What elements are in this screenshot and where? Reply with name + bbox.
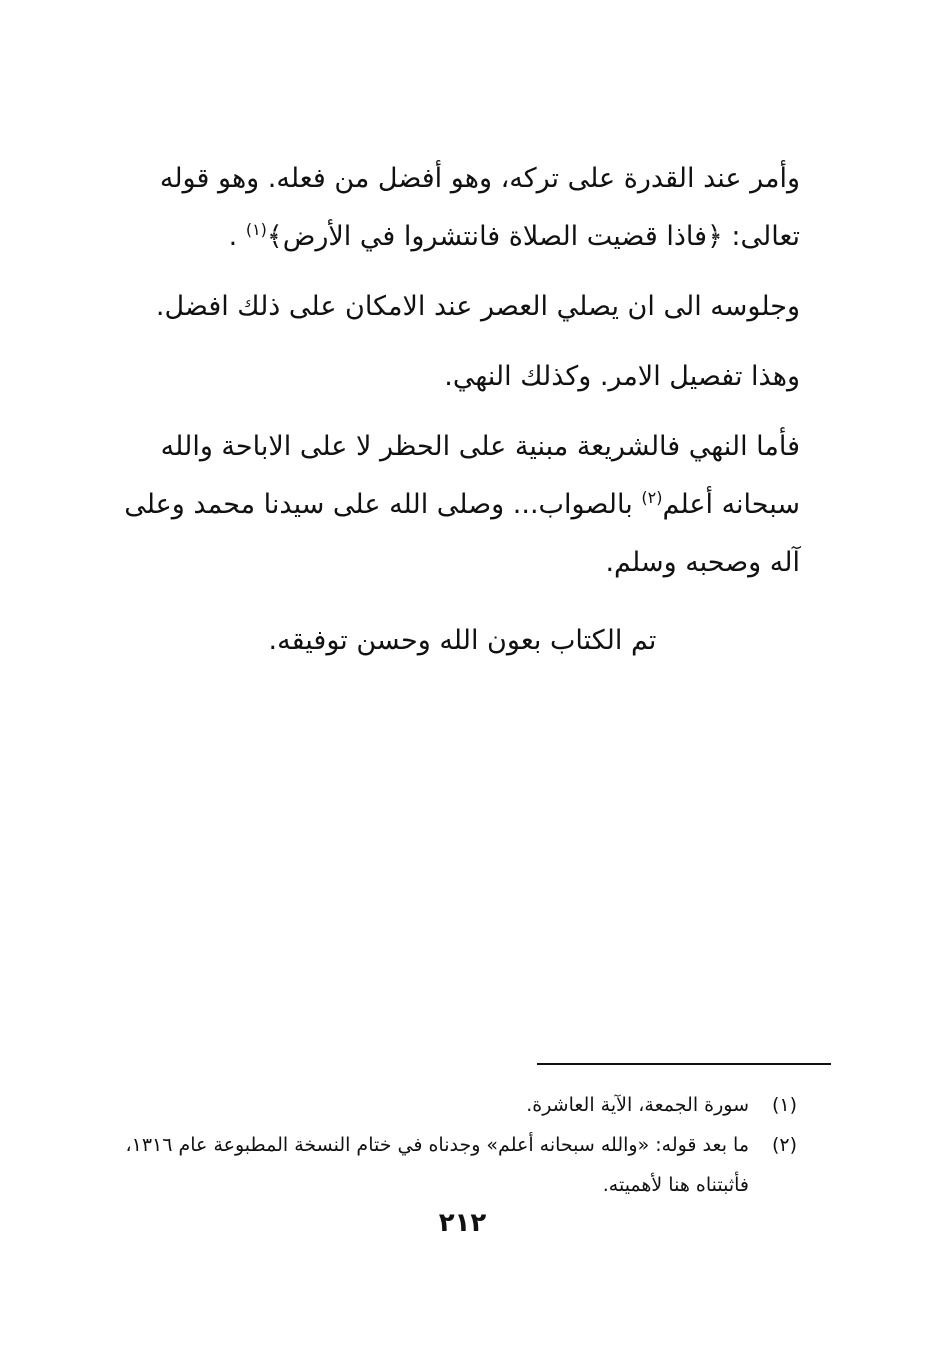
- paragraph-1-end: .: [228, 221, 238, 252]
- footnotes: [95, 1085, 797, 1205]
- footnote-1: [95, 1085, 797, 1125]
- paragraph-4-end: بالصواب... وصلى الله على سيدنا محمد وعلى آله وصحبه وسلم.: [124, 489, 800, 578]
- paragraph-1: [95, 150, 830, 266]
- paragraph-3: وهذا تفصيل الامر. وكذلك النهي.: [444, 361, 800, 392]
- footnote-ref-2: (٢): [641, 488, 663, 507]
- footnote-1-number: (١): [771, 1094, 797, 1116]
- paragraph-4: [95, 418, 830, 592]
- paragraph-4-text: فأما النهي فالشريعة مبنية على الحظر لا على الاباحة والله سبحانه أعلم: [160, 431, 800, 520]
- footnote-ref-1: (١): [245, 220, 267, 239]
- footnote-separator: [537, 1063, 831, 1065]
- footnote-1-text: سورة الجمعة، الآية العاشرة.: [526, 1094, 749, 1116]
- paragraph-1-text: وأمر عند القدرة على تركه، وهو أفضل من فعله. وهو قوله تعالى: ﴿فاذا قضيت الصلاة فانتشروا في الأرض﴾: [159, 163, 800, 252]
- closing-line: تم الكتاب بعون الله وحسن توفيقه.: [268, 625, 657, 656]
- footnote-2-number: (٢): [771, 1134, 797, 1156]
- footnote-2-text: ما بعد قوله: «والله سبحانه أعلم» وجدناه في ختام النسخة المطبوعة عام ١٣١٦، فأثبتناه هنا لأهميته.: [125, 1134, 749, 1196]
- page-number: ٢١٢: [438, 1208, 487, 1238]
- footnote-2: [95, 1125, 797, 1205]
- paragraph-2: وجلوسه الى ان يصلي العصر عند الامكان على ذلك افضل.: [155, 291, 800, 322]
- main-text: [95, 150, 830, 682]
